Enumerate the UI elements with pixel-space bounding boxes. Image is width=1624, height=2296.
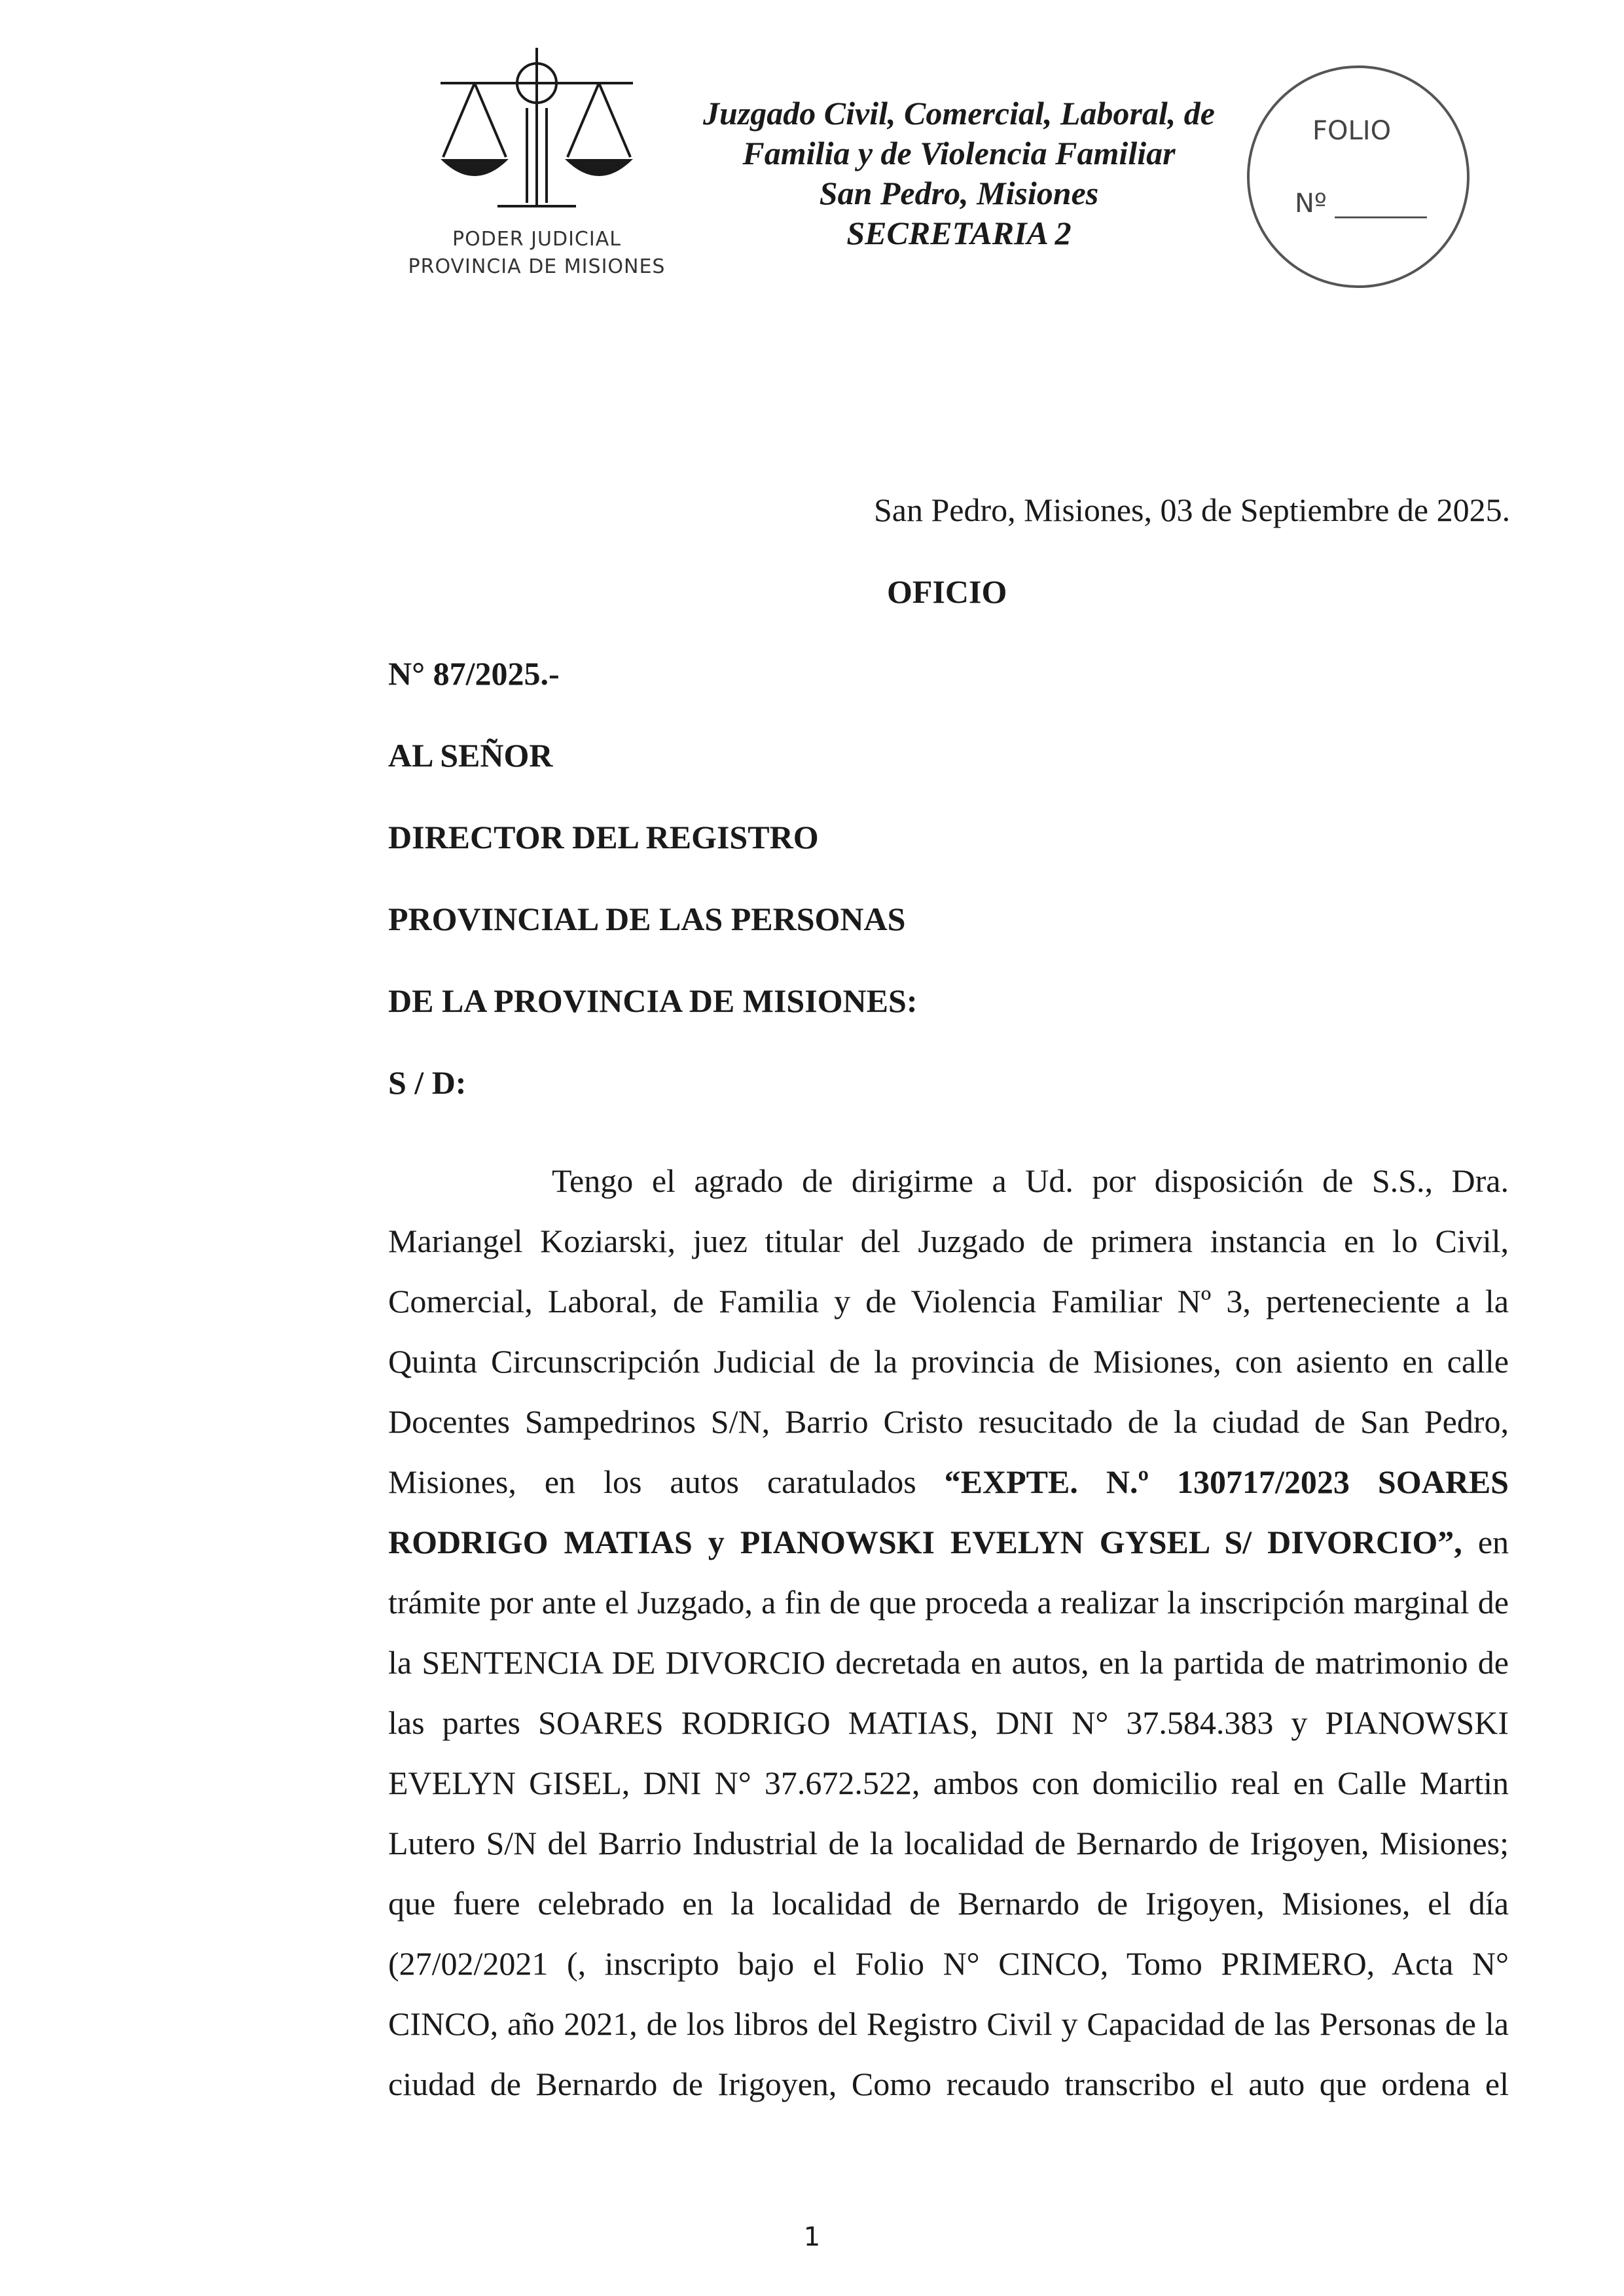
folio-stamp: [1244, 62, 1473, 291]
body-line-text: Misiones, en los autos caratulados: [388, 1463, 916, 1500]
body-line: (27/02/2021 (, inscripto bajo el Folio N° CINCO, Tomo PRIMERO, Acta N°: [388, 1945, 1509, 1982]
body-line: EVELYN GISEL, DNI N° 37.672.522, ambos con domicilio real en Calle Martin: [388, 1765, 1509, 1801]
court-line-3: San Pedro, Misiones: [819, 175, 1099, 211]
body-line: Mariangel Koziarski, juez titular del Juzgado de primera instancia en lo Civil,: [388, 1223, 1509, 1259]
addressee-line: PROVINCIAL DE LAS PERSONAS: [388, 901, 906, 937]
body-line: ciudad de Bernardo de Irigoyen, Como recaudo transcribo el auto que ordena el: [388, 2066, 1509, 2102]
addressee-line: DIRECTOR DEL REGISTRO: [388, 819, 819, 855]
body-text: [388, 1151, 1509, 2114]
body-line: Comercial, Laboral, de Familia y de Violencia Familiar Nº 3, perteneciente a la: [388, 1283, 1509, 1319]
page-number: 1: [803, 2222, 821, 2252]
addressee-line: AL SEÑOR: [388, 737, 553, 774]
logo-caption-line2: PROVINCIA DE MISIONES: [408, 255, 666, 278]
oficio-number: N° 87/2025.-: [388, 655, 560, 692]
body-line: [388, 1512, 1509, 1572]
document-title: OFICIO: [887, 573, 1007, 610]
body-line: CINCO, año 2021, de los libros del Registro Civil y Capacidad de las Personas de la: [388, 2005, 1509, 2042]
folio-label: FOLIO: [1312, 116, 1392, 146]
addressee-line: DE LA PROVINCIA DE MISIONES:: [388, 982, 918, 1019]
court-heading: [674, 94, 1244, 253]
logo-caption-line1: PODER JUDICIAL: [452, 228, 621, 251]
court-line-4: SECRETARIA 2: [846, 215, 1072, 251]
case-title-end: RODRIGO MATIAS y PIANOWSKI EVELYN GYSEL S/ DIVORCIO”,: [388, 1524, 1462, 1560]
body-line: la SENTENCIA DE DIVORCIO decretada en autos, en la partida de matrimonio de: [388, 1644, 1509, 1681]
body-line: Quinta Circunscripción Judicial de la provincia de Misiones, con asiento en calle: [388, 1343, 1509, 1380]
body-line: Tengo el agrado de dirigirme a Ud. por disposición de S.S., Dra.: [552, 1162, 1509, 1199]
body-line: trámite por ante el Juzgado, a fin de que proceda a realizar la inscripción marginal de: [388, 1584, 1509, 1621]
folio-circle-icon: [1244, 62, 1473, 291]
body-line: las partes SOARES RODRIGO MATIAS, DNI N° 37.584.383 y PIANOWSKI: [388, 1704, 1509, 1741]
scales-of-justice-icon: [435, 43, 638, 219]
case-title-start: “EXPTE. N.º 130717/2023 SOARES: [944, 1463, 1509, 1500]
court-line-1: Juzgado Civil, Comercial, Laboral, de: [703, 95, 1215, 132]
body-line-text: en: [1477, 1524, 1509, 1560]
court-line-2: Familia y de Violencia Familiar: [742, 135, 1176, 171]
folio-number: Nº _______: [1295, 188, 1427, 219]
body-line: [388, 1452, 1509, 1512]
judicial-logo: [403, 43, 671, 291]
body-line: Docentes Sampedrinos S/N, Barrio Cristo resucitado de la ciudad de San Pedro,: [388, 1403, 1509, 1440]
addressee-line: S / D:: [388, 1064, 467, 1101]
date-line: San Pedro, Misiones, 03 de Septiembre de 2025.: [874, 492, 1511, 528]
body-line: que fuere celebrado en la localidad de Bernardo de Irigoyen, Misiones, el día: [388, 1885, 1509, 1922]
body-line: Lutero S/N del Barrio Industrial de la localidad de Bernardo de Irigoyen, Misiones;: [388, 1825, 1509, 1861]
